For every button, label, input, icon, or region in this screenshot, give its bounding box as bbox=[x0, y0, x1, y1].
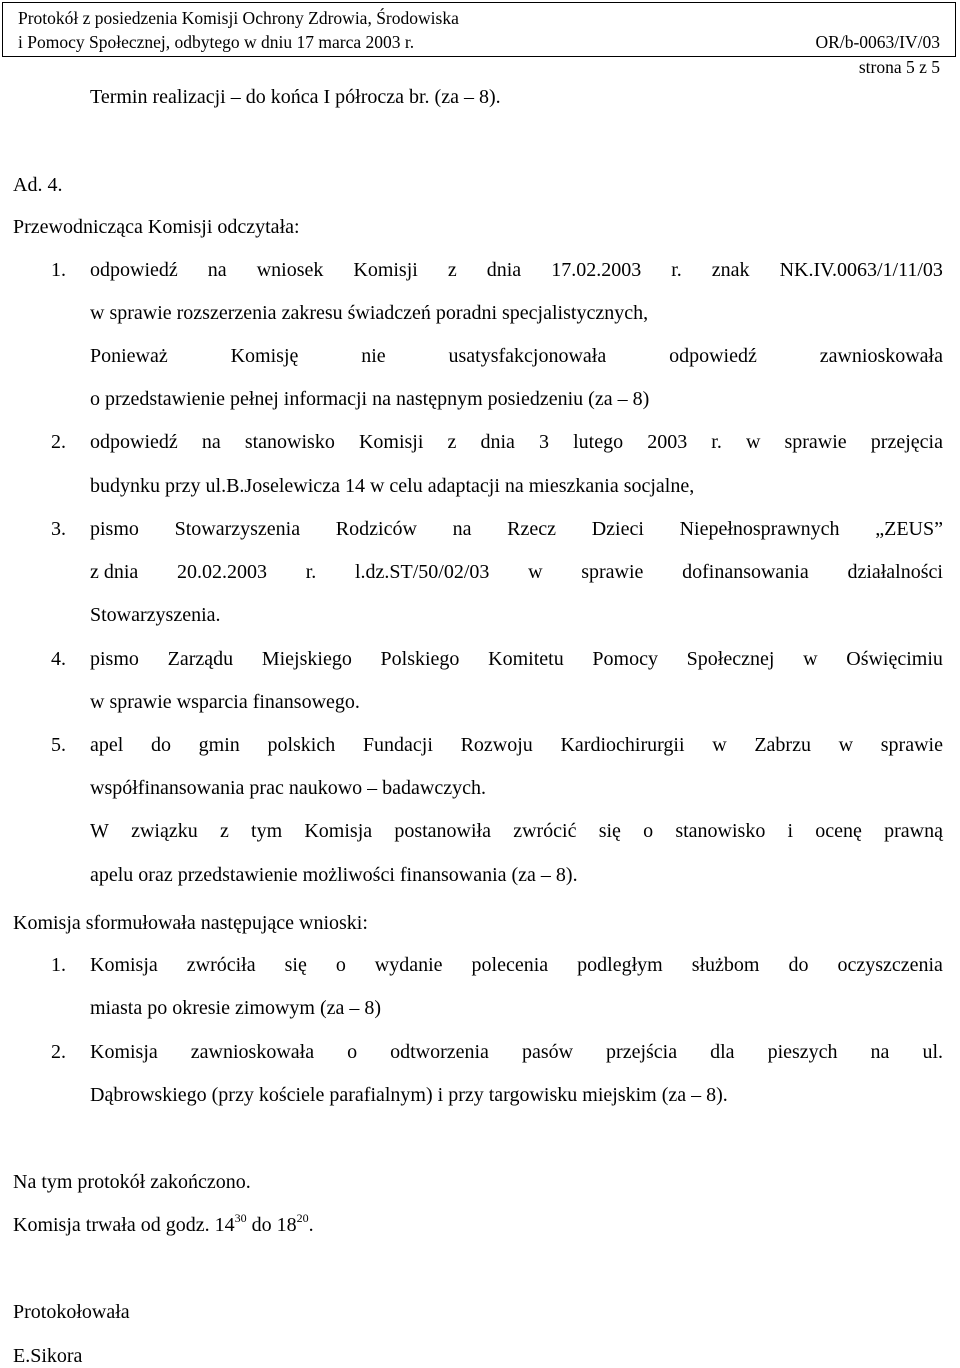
letter-item-line: budynku przy ul.B.Joselewicza 14 w celu adaptacji na mieszkania socjalne, bbox=[90, 475, 695, 497]
letter-item-line: współfinansowania prac naukowo – badawczych. bbox=[90, 777, 486, 799]
motion-item-line: Dąbrowskiego (przy kościele parafialnym) i przy targowisku miejskim (za – 8). bbox=[90, 1084, 728, 1106]
motion-item-number: 2. bbox=[51, 1041, 66, 1063]
intro-deadline: Termin realizacji – do końca I półrocza br. (za – 8). bbox=[90, 86, 501, 108]
letter-item-number: 4. bbox=[51, 648, 66, 670]
letter-item-line: odpowiedź na wniosek Komisji z dnia 17.02.2003 r. znak NK.IV.0063/1/11/03 bbox=[90, 259, 943, 281]
closing-end-text: Na tym protokół zakończono. bbox=[13, 1171, 251, 1193]
section-title: Ad. 4. bbox=[13, 174, 63, 196]
page-header bbox=[2, 2, 956, 78]
header-title-line2: i Pomocy Społecznej, odbytego w dniu 17 marca 2003 r. bbox=[18, 32, 415, 52]
letter-item-number: 5. bbox=[51, 734, 66, 756]
motion-item-line: Komisja zwróciła się o wydanie polecenia podległym służbom do oczyszczenia bbox=[90, 954, 943, 976]
closing-duration: Komisja trwała od godz. $14^{30}$ do $18^{20}$. bbox=[13, 1211, 314, 1236]
start-minutes: 30 bbox=[234, 1211, 247, 1225]
letter-item-line: z dnia 20.02.2003 r. l.dz.ST/50/02/03 w sprawie dofinansowania działalności bbox=[90, 561, 943, 583]
motion-item-number: 1. bbox=[51, 954, 66, 976]
wnioski-lead: Komisja sformułowała następujące wnioski: bbox=[13, 912, 368, 934]
letter-item-line: apelu oraz przedstawienie możliwości finansowania (za – 8). bbox=[90, 864, 578, 886]
letter-item-line: pismo Stowarzyszenia Rodziców na Rzecz Dzieci Niepełnosprawnych „ZEUS” bbox=[90, 518, 943, 540]
letter-item-line: apel do gmin polskich Fundacji Rozwoju Kardiochirurgii w Zabrzu w sprawie bbox=[90, 734, 943, 756]
motion-item-line: miasta po okresie zimowym (za – 8) bbox=[90, 997, 382, 1019]
letter-item-line: pismo Zarządu Miejskiego Polskiego Komitetu Pomocy Społecznej w Oświęcimiu bbox=[90, 648, 943, 670]
letter-item-number: 1. bbox=[51, 259, 66, 281]
page-number: strona 5 z 5 bbox=[858, 57, 940, 77]
motion-item-line: Komisja zawnioskowała o odtworzenia pasów przejścia dla pieszych na ul. bbox=[90, 1041, 943, 1063]
section-lead: Przewodnicząca Komisji odczytała: bbox=[13, 216, 300, 238]
letter-item-line: Stowarzyszenia. bbox=[90, 604, 221, 626]
signature-name: E.Sikora bbox=[13, 1345, 83, 1367]
letter-item-line: w sprawie wsparcia finansowego. bbox=[90, 691, 360, 713]
letter-item-line: o przedstawienie pełnej informacji na następnym posiedzeniu (za – 8) bbox=[90, 388, 650, 410]
signature-label: Protokołowała bbox=[13, 1301, 130, 1323]
letter-item-line: w sprawie rozszerzenia zakresu świadczeń poradni specjalistycznych, bbox=[90, 302, 649, 324]
letter-item-line: odpowiedź na stanowisko Komisji z dnia 3 lutego 2003 r. w sprawie przejęcia bbox=[90, 431, 943, 453]
end-minutes: 20 bbox=[296, 1211, 309, 1225]
header-reference: OR/b-0063/IV/03 bbox=[815, 32, 940, 52]
header-title-line1: Protokół z posiedzenia Komisji Ochrony Zdrowia, Środowiska bbox=[18, 8, 459, 28]
letter-item-line: Ponieważ Komisję nie usatysfakcjonowała odpowiedź zawnioskowała bbox=[90, 345, 943, 367]
letter-item-line: W związku z tym Komisja postanowiła zwrócić się o stanowisko i ocenę prawną bbox=[90, 820, 943, 842]
letter-item-number: 3. bbox=[51, 518, 66, 540]
letter-item-number: 2. bbox=[51, 431, 66, 453]
